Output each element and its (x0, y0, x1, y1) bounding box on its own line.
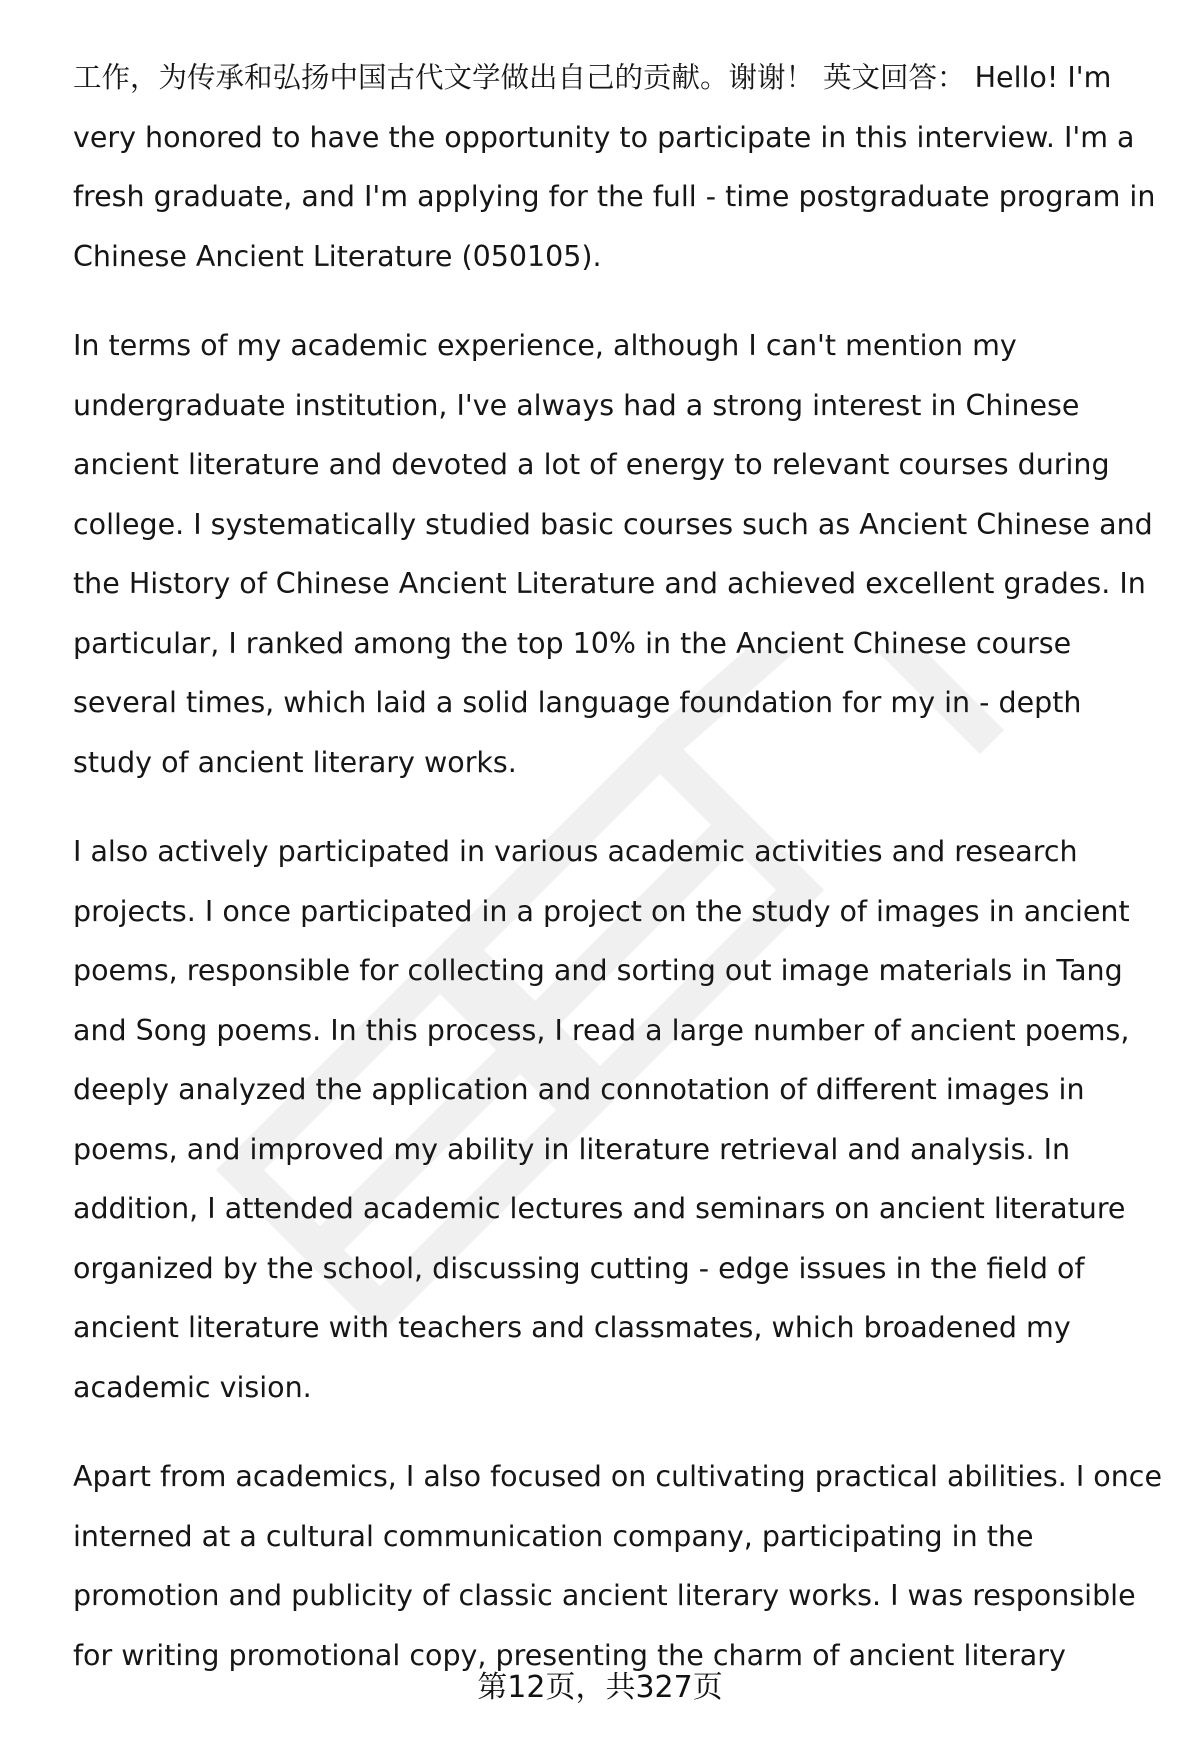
page-number-footer: 第12页，共327页 (477, 1670, 723, 1705)
document-page (73, 48, 1163, 1715)
paragraph: 工作，为传承和弘扬中国古代文学做出自己的贡献。谢谢！ 英文回答： Hello! I'm very honored to have the opportunity to participate in this interview. I'm a fresh graduate, and I'm applying for the full - time postgraduate program in Chinese Ancient Literature (050105). (73, 61, 1156, 273)
paragraph: I also actively participated in various academic activities and research projects. I once participated in a project on the study of images in ancient poems, responsible for collecting and sorting out image materials in Tang and Song poems. In this process, I read a large number of ancient poems, deeply analyzed the application and connotation of different images in poems, and improved my ability in literature retrieval and analysis. In addition, I attended academic lectures and seminars on ancient literature organized by the school, discussing cutting - edge issues in the field of ancient literature with teachers and classmates, which broadened my academic vision. (73, 835, 1130, 1404)
paragraph: Apart from academics, I also focused on cultivating practical abilities. I once interned at a cultural communication company, participating in the promotion and publicity of classic ancient literary works. I was responsible for writing promotional copy, presenting the charm of ancient literary (73, 1460, 1163, 1672)
paragraph: In terms of my academic experience, although I can't mention my undergraduate institution, I've always had a strong interest in Chinese ancient literature and devoted a lot of energy to relevant courses during college. I systematically studied basic courses such as Ancient Chinese and the History of Chinese Ancient Literature and achieved excellent grades. In particular, I ranked among the top 10% in the Ancient Chinese course several times, which laid a solid language foundation for my in - depth study of ancient literary works. (73, 329, 1153, 779)
